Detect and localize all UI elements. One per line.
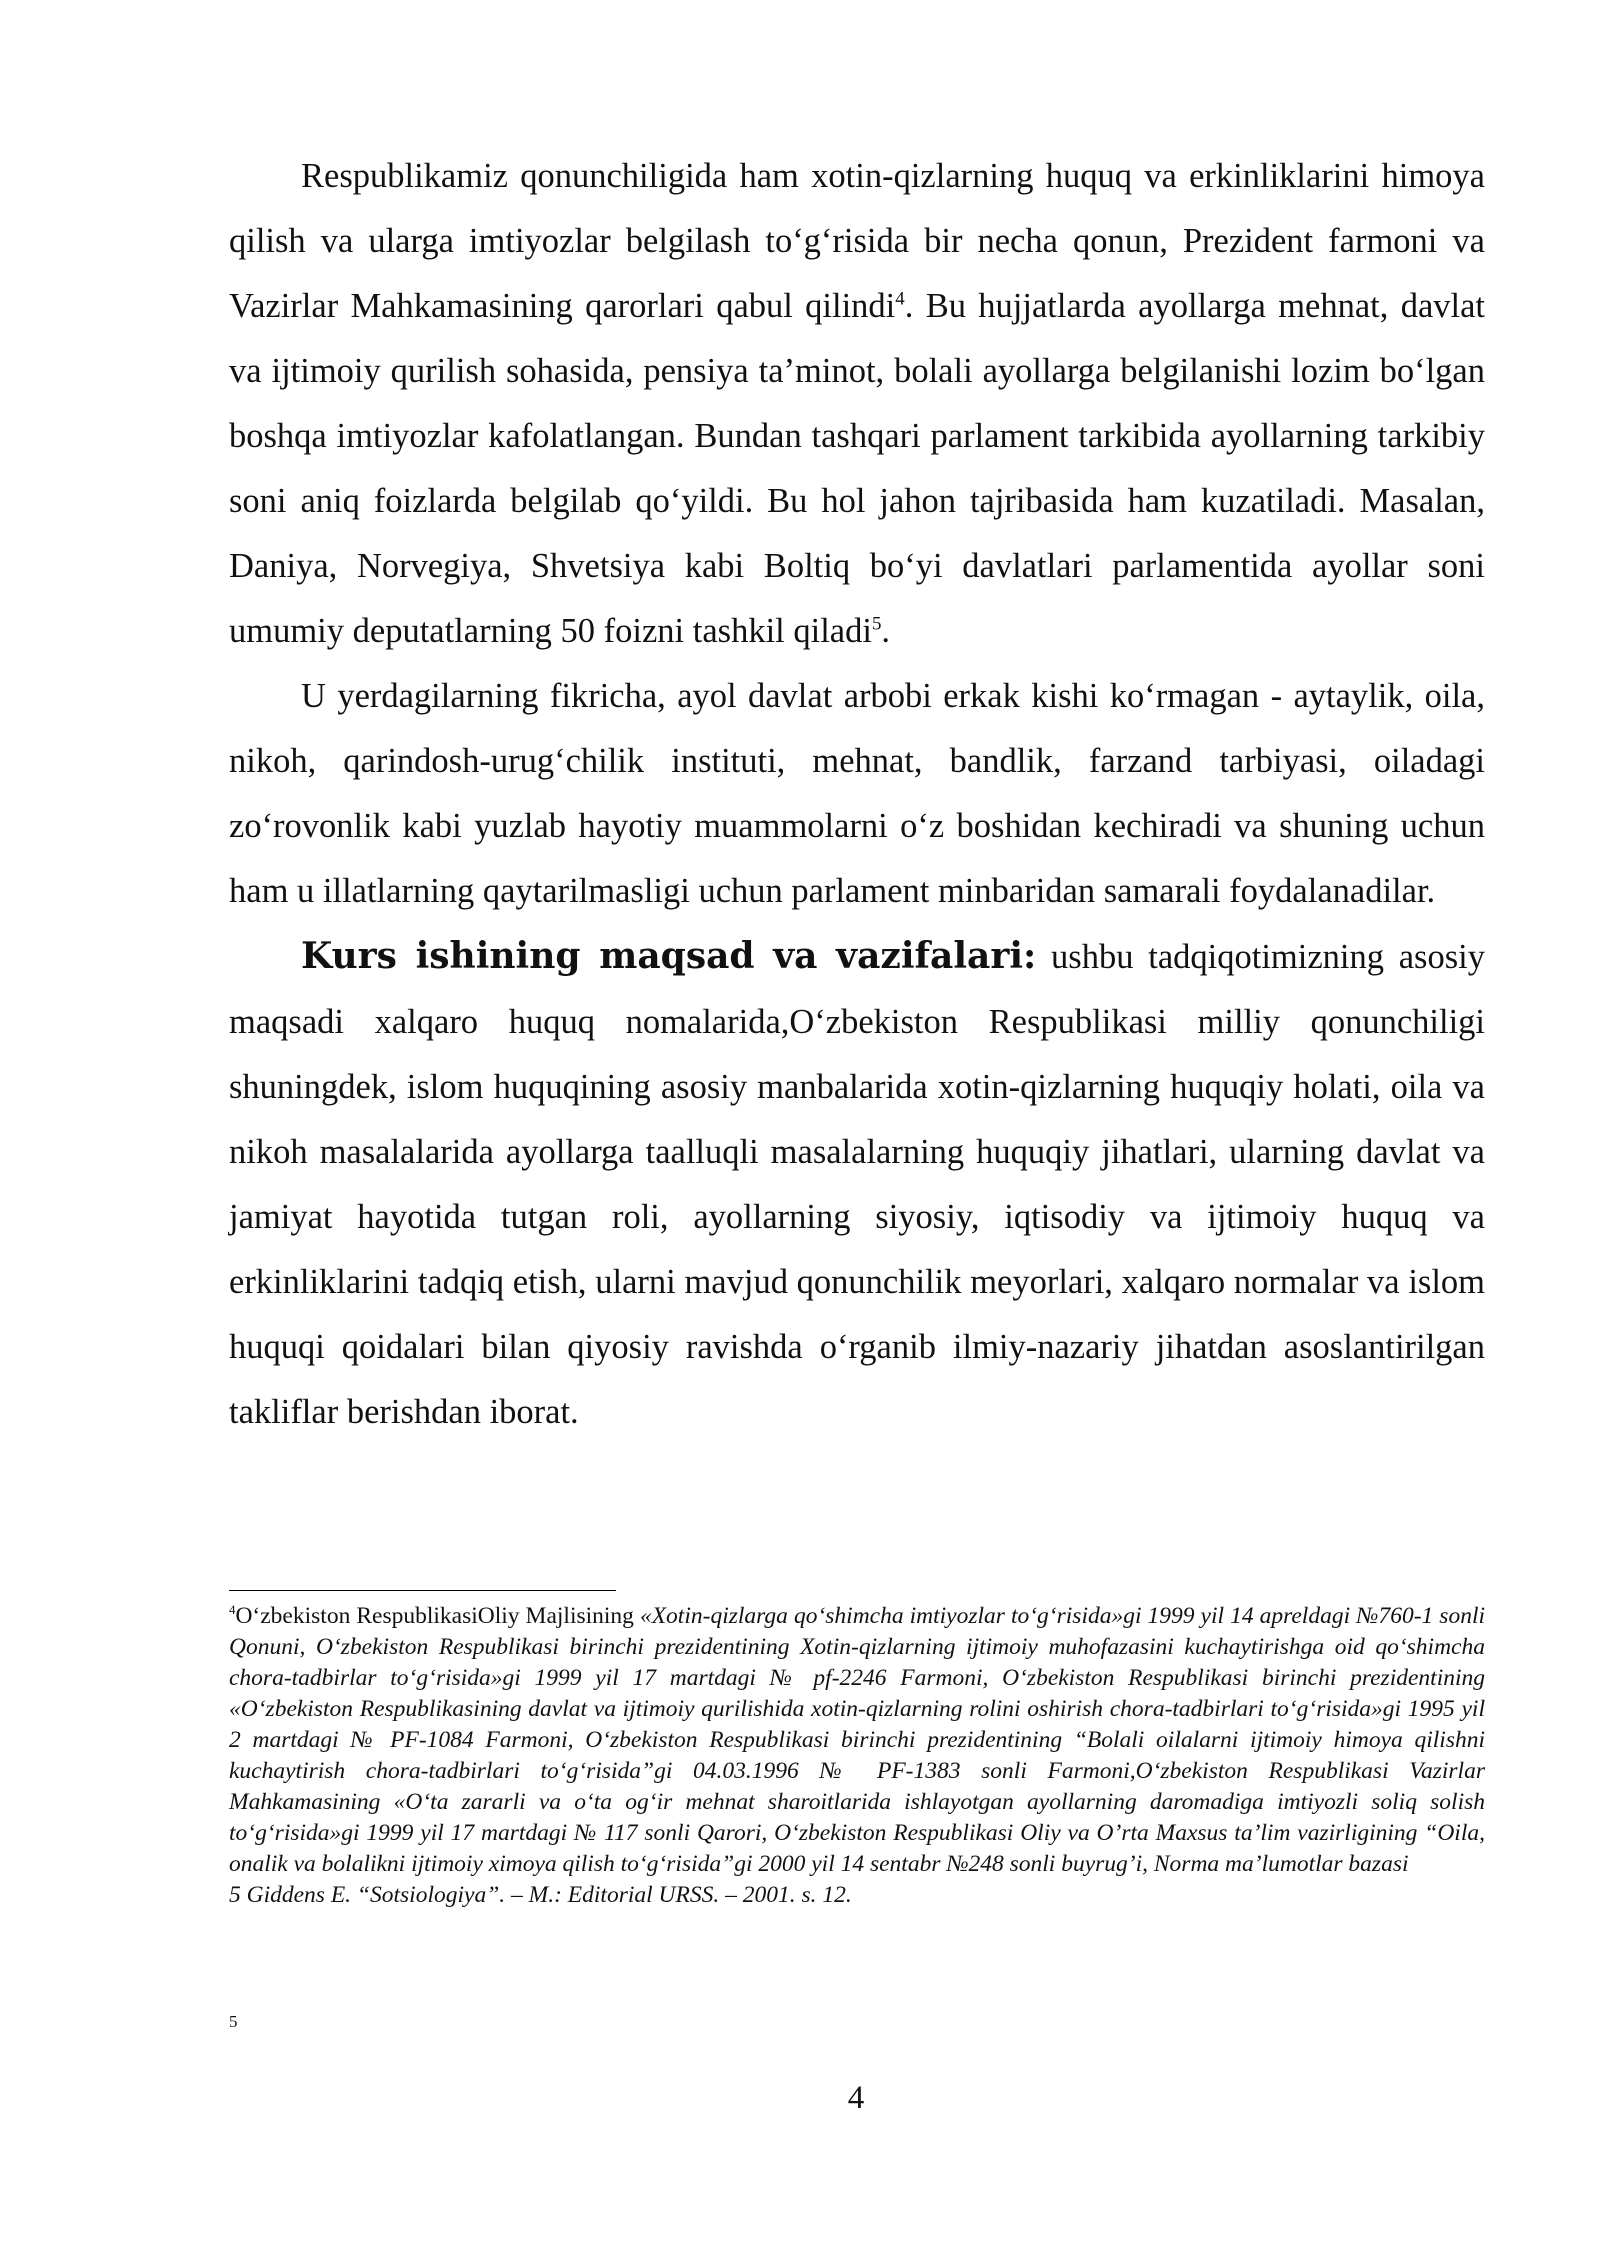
paragraph-1: [229, 144, 1485, 664]
footnote-4-marker: 4: [229, 1602, 236, 1618]
section-heading: Kurs ishining maqsad va vazifalari:: [301, 935, 1037, 977]
main-text: [229, 144, 1485, 1445]
footnote-ref-5[interactable]: 5: [871, 613, 882, 635]
footnote-ref-4[interactable]: 4: [895, 288, 905, 310]
paragraph-1-text-c: .: [881, 612, 891, 650]
footnote-5: [229, 1880, 1485, 1911]
footnote-5-text: 5 Giddens E. “Sotsiologiya”. – M.: Editorial URSS. – 2001. s. 12.: [229, 1882, 852, 1908]
paragraph-1-text-b: . Bu hujjatlarda ayollarga mehnat, davlat va ijtimoiy qurilish sohasida, pensiya ta’minot, bolali ayollarga belgilanishi lozim bo‘lgan boshqa imtiyozlar kafolatlangan. Bundan tashqari parlament tarkibida ayollarning tarkibiy soni aniq foizlarda belgilab qo‘yildi. Bu hol jahon tajribasida ham kuzatiladi. Masalan, Daniya, Norvegiya, Shvetsiya kabi Boltiq bo‘yi davlatlari parlamentida ayollar soni umumiy deputatlarning 50 foizni tashkil qiladi: [229, 287, 1485, 650]
footnote-4-lead: O‘zbekiston RespublikasiOliy Majlisining: [235, 1603, 640, 1629]
footnote-4: [229, 1601, 1485, 1880]
paragraph-3: [229, 924, 1485, 1445]
footnote-4-body: «Xotin-qizlarga qo‘shimcha imtiyozlar to‘g‘risida»gi 1999 yil 14 apreldagi №760-1 sonli Qonuni, O‘zbekiston Respublikasi birinchi prezidentining Xotin-qizlarning ijtimoiy muhofazasini kuchaytirishga oid qo‘shimcha chora-tadbirlar to‘g‘risida»gi 1999 yil 17 martdagi № pf-2246 Farmoni, O‘zbekiston Respublikasi birinchi prezidentining «O‘zbekiston Respublikasining davlat va ijtimoiy qurilishida xotin-qizlarning rolini oshirish chora-tadbirlari to‘g‘risida»gi 1995 yil 2 martdagi № PF-1084 Farmoni, O‘zbekiston Respublikasi birinchi prezidentining “Bolali oilalarni ijtimoiy himoya qilishni kuchaytirish chora-tadbirlari to‘g‘risida”gi 04.03.1996 № PF-1383 sonli Farmoni,O‘zbekiston Respublikasi Vazirlar Mahkamasining «O‘ta zararli va o‘ta og‘ir mehnat sharoitlarida ishlayotgan ayollarning daromadiga imtiyozli soliq solish to‘g‘risida»gi 1999 yil 17 martdagi № 117 sonli Qarori, O‘zbekiston Respublikasi Oliy va O’rta Maxsus ta’lim vazirligining “Oila, onalik va bolalikni ijtimoiy ximoya qilish to‘g‘risida”gi 2000 yil 14 sentabr №248 sonli buyrug’i, Norma ma’lumotlar bazasi: [229, 1603, 1485, 1877]
footnote-mark: 5: [229, 2012, 238, 2031]
footnotes: [229, 1601, 1485, 1911]
paragraph-3-text: ushbu tadqiqotimizning asosiy maqsadi xalqaro huquq nomalarida,O‘zbekiston Respublikasi milliy qonunchiligi shuningdek, islom huquqining asosiy manbalarida xotin-qizlarning huquqiy holati, oila va nikoh masalalarida ayollarga taalluqli masalalarning huquqiy jihatlari, ularning davlat va jamiyat hayotida tutgan roli, ayollarning siyosiy, iqtisodiy va ijtimoiy huquq va erkinliklarini tadqiq etish, ularni mavjud qonunchilik meyorlari, xalqaro normalar va islom huquqi qoidalari bilan qiyosiy ravishda o‘rganib ilmiy-nazariy jihatdan asoslantirilgan takliflar berishdan iborat.: [229, 938, 1485, 1431]
paragraph-1-text-a: Respublikamiz qonunchiligida ham xotin-qizlarning huquq va erkinliklarini himoya qilish va ularga imtiyozlar belgilash to‘g‘risida bir necha qonun, Prezident farmoni va Vazirlar Mahkamasining qarorlari qabul qilindi: [229, 157, 1485, 325]
footnote-separator: [229, 1590, 616, 1591]
page-number: 4: [847, 2080, 865, 2116]
paragraph-2: U yerdagilarning fikricha, ayol davlat arbobi erkak kishi ko‘rmagan - aytaylik, oila, nikoh, qarindosh-urug‘chilik instituti, mehnat, bandlik, farzand tarbiyasi, oiladagi zo‘rovonlik kabi yuzlab hayotiy muammolarni o‘z boshidan kechiradi va shuning uchun ham u illatlarning qaytarilmasligi uchun parlament minbaridan samarali foydalanadilar.: [229, 677, 1485, 910]
